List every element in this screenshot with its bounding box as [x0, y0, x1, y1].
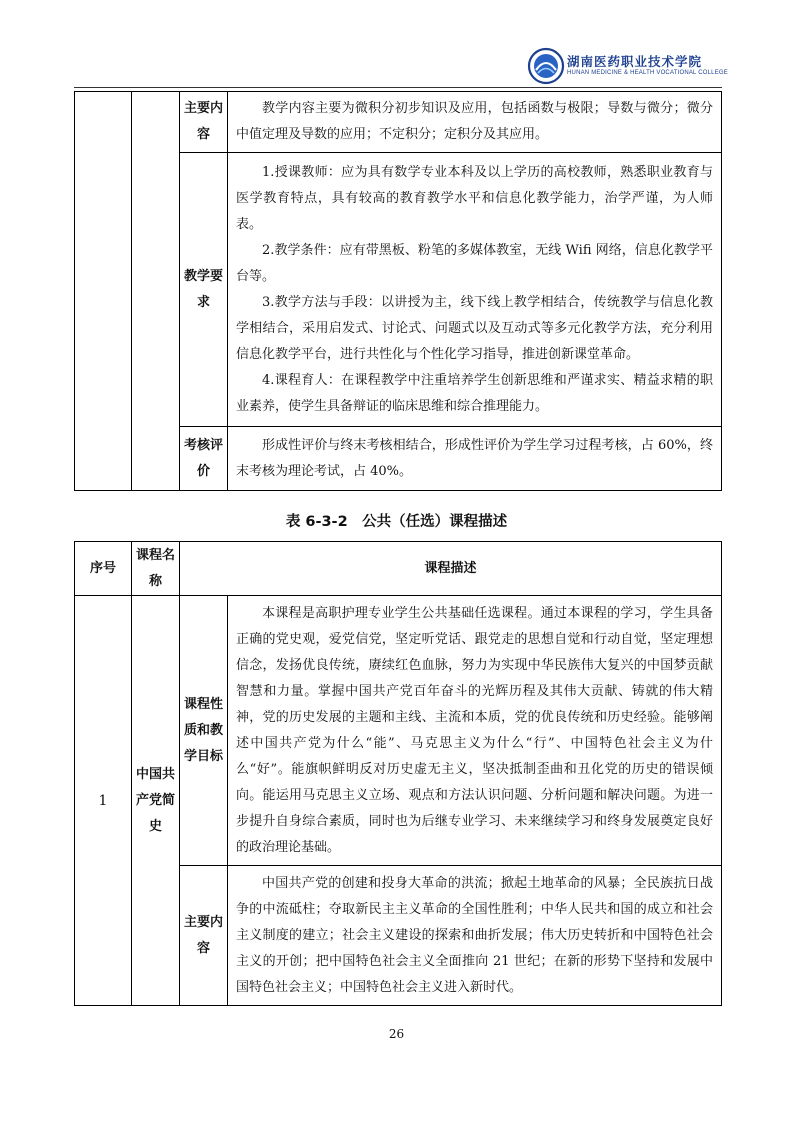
section-text: 中国共产党的创建和投身大革命的洪流；掀起土地革命的风暴；全民族抗日战争的中流砥柱；夺取新民主主义革命的全国性胜利；中华人民共和国的成立和社会主义制度的建立；社会主义建设的探索和曲折发展；伟大历史转折和中国特色社会主义的开创；把中国特色社会主义全面推向 21 世纪；在新的形势下坚持和发展中国特色社会主义；中国特色社会主义进入新时代。	[228, 866, 722, 1006]
school-name: 湖南医药职业技术学院	[567, 54, 703, 69]
header-course-name: 课程名称	[132, 542, 180, 596]
page-number: 26	[388, 1027, 405, 1041]
header-course-desc: 课程描述	[180, 542, 722, 596]
section-label: 主要内容	[180, 866, 228, 1006]
section-label: 课程性质和教学目标	[180, 596, 228, 866]
public-elective-course-table	[74, 541, 722, 1006]
section-text: 本课程是高职护理专业学生公共基础任选课程。通过本课程的学习，学生具备正确的党史观，爱党信党，坚定听党话、跟党走的思想自觉和行动自觉，坚定理想信念，发扬优良传统，赓续红色血脉，努力为实现中华民族伟大复兴的中国梦贡献智慧和力量。掌握中国共产党百年奋斗的光辉历程及其伟大贡献、铸就的伟大精神，党的历史发展的主题和主线、主流和本质，党的优良传统和历史经验。能够阐述中国共产党为什么“能”、马克思主义为什么“行”、中国特色社会主义为什么“好”。能旗帜鲜明反对历史虚无主义，坚决抵制歪曲和丑化党的历史的错误倾向。能运用马克思主义立场、观点和方法认识问题、分析问题和解决问题。为进一步提升自身综合素质，同时也为后继专业学习、未来继续学习和终身发展奠定良好的政治理论基础。	[228, 596, 722, 866]
name-cell-empty	[132, 92, 180, 491]
seq-cell-empty	[75, 92, 132, 491]
table-row	[75, 92, 722, 153]
header-seq: 序号	[75, 542, 132, 596]
section-text: 形成性评价与终末考核相结合，形成性评价为学生学习过程考核，占 60%，终末考核为理论考试，占 40%。	[228, 427, 722, 491]
section-label: 主要内容	[180, 92, 228, 153]
section-text: 教学内容主要为微积分初步知识及应用，包括函数与极限；导数与微分；微分中值定理及导数的应用；不定积分；定积分及其应用。	[228, 92, 722, 153]
seq-cell: 1	[75, 596, 132, 1006]
school-name-en: HUNAN MEDICINE & HEALTH VOCATIONAL COLLEGE	[567, 70, 728, 76]
table-caption: 表 6-3-2 公共（任选）课程描述	[285, 514, 508, 530]
table-row	[75, 596, 722, 866]
section-label: 教学要求	[180, 153, 228, 427]
section-text: 1.授课教师：应为具有数学专业本科及以上学历的高校教师，熟悉职业教育与医学教育特点，具有较高的教育教学水平和信息化教学能力，治学严谨，为人师表。 2.教学条件：应有带黑板、粉笔的多媒体教室，无线 Wifi 网络，信息化教学平台等。 3.教学方法与手段：以讲授为主，线下线上教学相结合，传统教学与信息化教学相结合，采用启发式、讨论式、问题式以及互动式等多元化教学方法，充分利用信息化教学平台，进行共性化与个性化学习指导，推进创新课堂革命。 4.课程育人：在课程教学中注重培养学生创新思维和严谨求实、精益求精的职业素养，使学生具备辩证的临床思维和综合推理能力。	[228, 153, 722, 427]
header-rule	[74, 87, 722, 88]
table-header-row	[75, 542, 722, 596]
course-table-continued	[74, 91, 722, 491]
section-label: 考核评价	[180, 427, 228, 491]
course-name-cell: 中国共产党简史	[132, 596, 180, 1006]
